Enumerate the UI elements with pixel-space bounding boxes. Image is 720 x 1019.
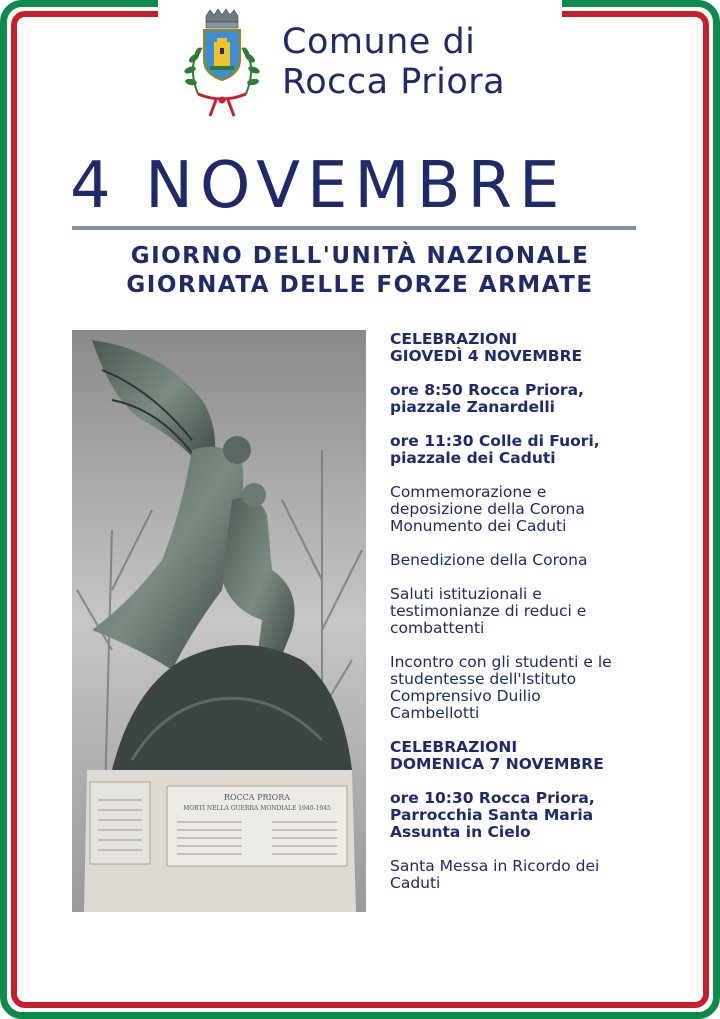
program-event-1: ore 8:50 Rocca Priora, piazzale Zanardelli <box>390 381 584 416</box>
municipal-coat-of-arms-icon <box>176 8 268 128</box>
subtitle-line-2: GIORNATA DELLE FORZE ARMATE <box>126 272 594 298</box>
program-column <box>390 331 670 909</box>
plaque-line-2: MORTI NELLA GUERRA MONDIALE 1940-1945 <box>183 805 331 812</box>
program-item-2: Benedizione della Corona <box>390 551 588 569</box>
title-divider <box>72 226 636 230</box>
municipality-line-2: Rocca Priora <box>282 62 506 102</box>
subtitle-line-1: GIORNO DELL'UNITÀ NAZIONALE <box>130 243 590 269</box>
municipality-name <box>282 22 505 102</box>
page-title: 4 NOVEMBRE <box>70 149 567 223</box>
program-event-3: ore 10:30 Rocca Priora, Parrocchia Santa Maria Assunta in Cielo <box>390 789 595 841</box>
program-event-2: ore 11:30 Colle di Fuori, piazzale dei Caduti <box>390 432 600 467</box>
program-item-1: Commemorazione e deposizione della Corona Monumento dei Caduti <box>390 483 585 535</box>
war-memorial-photo <box>72 330 366 912</box>
program-item-5: Santa Messa in Ricordo dei Caduti <box>390 857 600 892</box>
program-heading-2: CELEBRAZIONI DOMENICA 7 NOVEMBRE <box>390 738 604 773</box>
program-item-4: Incontro con gli studenti e le studentesse dell'Istituto Comprensivo Duilio Cambellotti <box>390 653 612 722</box>
program-heading-1: CELEBRAZIONI GIOVEDÌ 4 NOVEMBRE <box>390 330 583 365</box>
plaque-line-1: ROCCA PRIORA <box>223 793 291 802</box>
municipality-line-1: Comune di <box>282 22 476 62</box>
program-item-3: Saluti istituzionali e testimonianze di reduci e combattenti <box>390 585 587 637</box>
